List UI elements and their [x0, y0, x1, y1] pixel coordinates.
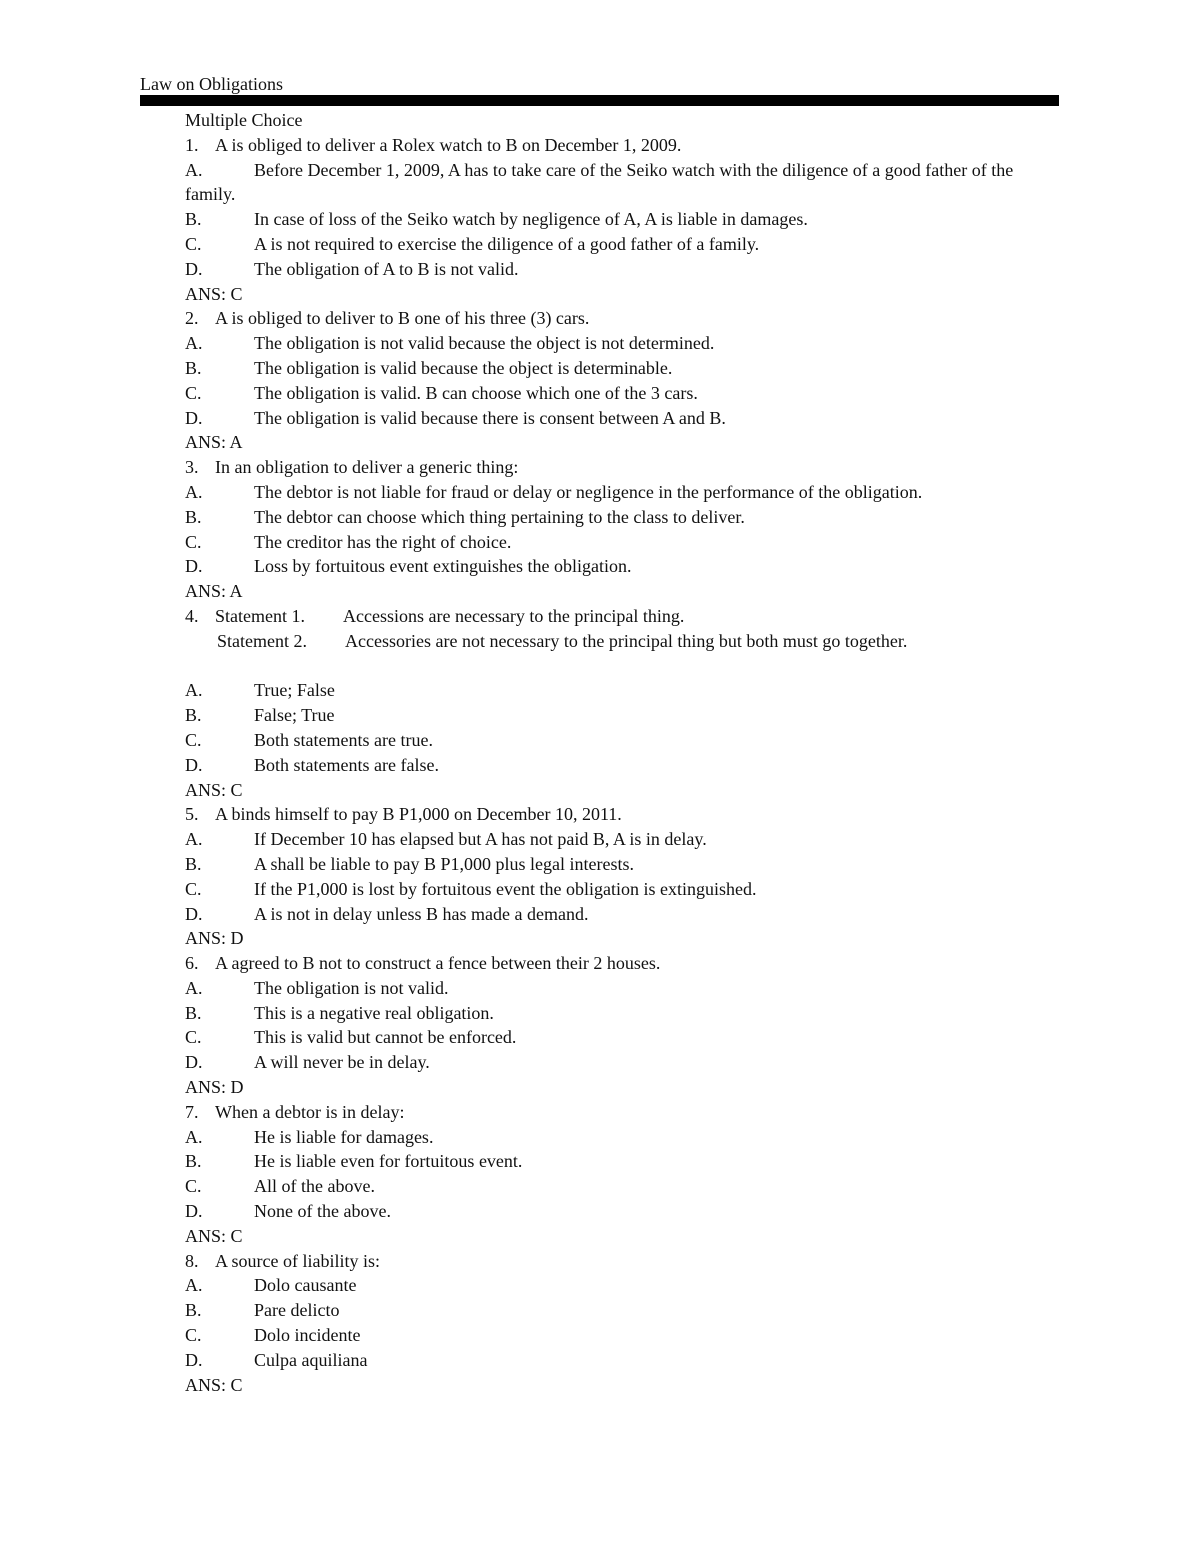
- option-c: [185, 877, 1065, 902]
- option-a: [185, 827, 1065, 852]
- option-text: Dolo incidente: [254, 1325, 361, 1346]
- option-letter: B.: [185, 1151, 202, 1172]
- option-letter: D.: [185, 556, 203, 577]
- statement-2: [185, 629, 1065, 654]
- option-text: The creditor has the right of choice.: [254, 531, 512, 552]
- option-a: [185, 1125, 1065, 1150]
- option-c: [185, 381, 1065, 406]
- option-b: [185, 207, 1065, 232]
- option-text: Dolo causante: [254, 1275, 357, 1296]
- question-number: 4.: [185, 605, 199, 626]
- option-a: [185, 480, 1065, 505]
- header-rule: [140, 95, 1059, 106]
- option-letter: D.: [185, 1052, 203, 1073]
- option-text: He is liable even for fortuitous event.: [254, 1151, 523, 1172]
- answer-key: ANS: A: [185, 581, 243, 602]
- option-letter: C.: [185, 382, 202, 403]
- option-text: This is a negative real obligation.: [254, 1002, 494, 1023]
- option-text: Pare delicto: [254, 1300, 340, 1321]
- option-text: If December 10 has elapsed but A has not paid B, A is in delay.: [254, 829, 707, 850]
- question-number: 7.: [185, 1101, 199, 1122]
- question-stem: [185, 455, 1065, 480]
- option-letter: A.: [185, 159, 203, 180]
- option-letter: C.: [185, 531, 202, 552]
- option-text: Culpa aquiliana: [254, 1349, 368, 1370]
- option-text: Both statements are true.: [254, 729, 433, 750]
- option-c: [185, 530, 1065, 555]
- option-b: [185, 1149, 1065, 1174]
- option-letter: D.: [185, 1349, 203, 1370]
- option-text: False; True: [254, 705, 335, 726]
- option-text: In case of loss of the Seiko watch by negligence of A, A is liable in damages.: [254, 209, 808, 230]
- option-text: A is not in delay unless B has made a demand.: [254, 903, 589, 924]
- question-7: [185, 1100, 1065, 1249]
- question-stem: [185, 1249, 1065, 1274]
- question-stem: [185, 1100, 1065, 1125]
- option-d: [185, 1050, 1065, 1075]
- option-text: This is valid but cannot be enforced.: [254, 1027, 517, 1048]
- option-letter: C.: [185, 1027, 202, 1048]
- option-text: Both statements are false.: [254, 754, 439, 775]
- option-text: Before December 1, 2009, A has to take care of the Seiko watch with the diligence of a good father of the family.: [185, 159, 1014, 205]
- statement-text: Accessories are not necessary to the principal thing but both must go together.: [345, 630, 908, 651]
- option-letter: C.: [185, 729, 202, 750]
- option-d: [185, 902, 1065, 927]
- option-text: True; False: [254, 680, 335, 701]
- question-text: A binds himself to pay B P1,000 on December 10, 2011.: [215, 804, 622, 825]
- question-number: 3.: [185, 457, 199, 478]
- question-8: [185, 1249, 1065, 1398]
- question-stem: [185, 133, 1065, 158]
- option-c: [185, 728, 1065, 753]
- answer-key: ANS: A: [185, 432, 243, 453]
- option-a: [185, 331, 1065, 356]
- question-text: In an obligation to deliver a generic thing:: [215, 457, 519, 478]
- option-letter: D.: [185, 407, 203, 428]
- option-letter: C.: [185, 1176, 202, 1197]
- question-stem: [185, 802, 1065, 827]
- option-text: The debtor is not liable for fraud or delay or negligence in the performance of the obligation.: [254, 481, 923, 502]
- option-letter: C.: [185, 1325, 202, 1346]
- option-d: [185, 1348, 1065, 1373]
- question-text: A is obliged to deliver to B one of his three (3) cars.: [215, 308, 590, 329]
- question-text: A source of liability is:: [215, 1250, 380, 1271]
- option-a: [185, 158, 1065, 208]
- option-letter: B.: [185, 506, 202, 527]
- answer-key: ANS: C: [185, 1225, 243, 1246]
- statement-1: [185, 604, 1065, 629]
- option-b: [185, 356, 1065, 381]
- option-letter: A.: [185, 333, 203, 354]
- option-letter: A.: [185, 1126, 203, 1147]
- blank-line: [185, 654, 1065, 679]
- question-text: A agreed to B not to construct a fence between their 2 houses.: [215, 953, 661, 974]
- question-number: 2.: [185, 308, 199, 329]
- option-c: [185, 232, 1065, 257]
- option-a: [185, 678, 1065, 703]
- option-text: All of the above.: [254, 1176, 375, 1197]
- option-d: [185, 1199, 1065, 1224]
- section-heading: Multiple Choice: [185, 110, 303, 130]
- option-c: [185, 1323, 1065, 1348]
- option-d: [185, 753, 1065, 778]
- option-text: Loss by fortuitous event extinguishes the obligation.: [254, 556, 632, 577]
- question-3: [185, 455, 1065, 604]
- option-letter: C.: [185, 878, 202, 899]
- answer-key: ANS: D: [185, 1077, 244, 1098]
- option-text: The obligation is valid because there is consent between A and B.: [254, 407, 726, 428]
- question-1: [185, 133, 1065, 307]
- option-letter: C.: [185, 233, 202, 254]
- option-d: [185, 257, 1065, 282]
- option-text: The obligation is not valid.: [254, 977, 449, 998]
- question-number: 8.: [185, 1250, 199, 1271]
- option-letter: B.: [185, 853, 202, 874]
- question-stem: [185, 306, 1065, 331]
- option-c: [185, 1174, 1065, 1199]
- option-letter: A.: [185, 1275, 203, 1296]
- question-list: [185, 108, 1065, 1397]
- option-d: [185, 554, 1065, 579]
- question-text: A is obliged to deliver a Rolex watch to B on December 1, 2009.: [215, 134, 682, 155]
- question-2: [185, 306, 1065, 455]
- option-b: [185, 852, 1065, 877]
- option-a: [185, 976, 1065, 1001]
- answer-key: ANS: C: [185, 283, 243, 304]
- answer-key: ANS: C: [185, 779, 243, 800]
- option-text: The obligation is valid because the object is determinable.: [254, 357, 673, 378]
- option-a: [185, 1273, 1065, 1298]
- option-text: None of the above.: [254, 1201, 391, 1222]
- option-b: [185, 505, 1065, 530]
- statement-label: Statement 2.: [217, 630, 307, 651]
- question-4: [185, 604, 1065, 802]
- option-letter: D.: [185, 754, 203, 775]
- question-number: 1.: [185, 134, 199, 155]
- option-letter: D.: [185, 258, 203, 279]
- answer-key: ANS: D: [185, 928, 244, 949]
- statement-text: Accessions are necessary to the principal thing.: [343, 605, 685, 626]
- question-stem: [185, 951, 1065, 976]
- answer-key: ANS: C: [185, 1374, 243, 1395]
- option-letter: B.: [185, 1300, 202, 1321]
- option-b: [185, 1298, 1065, 1323]
- option-text: The obligation of A to B is not valid.: [254, 258, 519, 279]
- option-letter: A.: [185, 481, 203, 502]
- option-text: If the P1,000 is lost by fortuitous event the obligation is extinguished.: [254, 878, 757, 899]
- question-text: When a debtor is in delay:: [215, 1101, 405, 1122]
- question-6: [185, 951, 1065, 1100]
- question-number: 6.: [185, 953, 199, 974]
- option-letter: B.: [185, 357, 202, 378]
- option-letter: D.: [185, 1201, 203, 1222]
- option-text: The debtor can choose which thing pertaining to the class to deliver.: [254, 506, 745, 527]
- question-number: 5.: [185, 804, 199, 825]
- option-d: [185, 406, 1065, 431]
- option-c: [185, 1025, 1065, 1050]
- option-b: [185, 1001, 1065, 1026]
- option-letter: A.: [185, 680, 203, 701]
- statement-label: Statement 1.: [215, 605, 305, 626]
- option-text: The obligation is valid. B can choose which one of the 3 cars.: [254, 382, 698, 403]
- option-letter: A.: [185, 829, 203, 850]
- question-5: [185, 802, 1065, 951]
- option-text: A is not required to exercise the diligence of a good father of a family.: [254, 233, 760, 254]
- option-text: He is liable for damages.: [254, 1126, 434, 1147]
- option-text: A shall be liable to pay B P1,000 plus legal interests.: [254, 853, 634, 874]
- document-title: Law on Obligations: [140, 74, 283, 94]
- option-letter: D.: [185, 903, 203, 924]
- option-letter: B.: [185, 1002, 202, 1023]
- option-letter: A.: [185, 977, 203, 998]
- option-letter: B.: [185, 209, 202, 230]
- option-text: The obligation is not valid because the object is not determined.: [254, 333, 715, 354]
- option-b: [185, 703, 1065, 728]
- option-letter: B.: [185, 705, 202, 726]
- option-text: A will never be in delay.: [254, 1052, 430, 1073]
